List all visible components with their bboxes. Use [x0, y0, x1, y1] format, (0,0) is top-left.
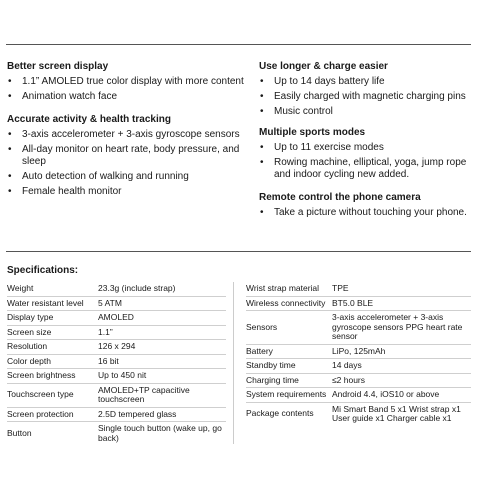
- spec-value: 23.3g (include strap): [98, 283, 176, 293]
- spec-value: Android 4.4, iOS10 or above: [332, 389, 440, 399]
- spec-row: [246, 403, 471, 426]
- feature-item: • Animation watch face: [8, 91, 118, 102]
- spec-row: [7, 369, 226, 384]
- feature-section-battery: [259, 60, 479, 118]
- spec-row: [246, 388, 471, 403]
- bullet-icon: •: [8, 91, 12, 102]
- spec-value: 126 x 294: [98, 341, 136, 351]
- spec-value: 2.5D tempered glass: [98, 408, 177, 419]
- spec-label: Battery: [246, 345, 273, 356]
- feature-section-title: Better screen display: [7, 61, 109, 72]
- spec-column-divider: [233, 282, 234, 444]
- spec-row: [246, 311, 471, 345]
- spec-row: [7, 282, 226, 297]
- feature-section-screen: [7, 60, 245, 103]
- bullet-icon: •: [8, 171, 12, 182]
- bullet-icon: •: [260, 207, 264, 218]
- feature-item: • Up to 11 exercise modes: [260, 142, 384, 153]
- spec-row: [246, 282, 471, 297]
- spec-label: Touchscreen type: [7, 389, 74, 400]
- bullet-icon: •: [260, 106, 264, 117]
- feature-item: • Rowing machine, elliptical, yoga, jump rope and indoor cycling new added.: [260, 157, 467, 180]
- bullet-icon: •: [260, 76, 264, 87]
- spec-label: System requirements: [246, 389, 327, 399]
- bullet-icon: •: [260, 91, 264, 102]
- spec-row: [7, 326, 226, 341]
- bullet-icon: •: [260, 142, 264, 153]
- spec-label: Screen size: [7, 326, 52, 337]
- spec-row: [246, 374, 471, 389]
- spec-label: Screen protection: [7, 408, 74, 419]
- spec-label: Color depth: [7, 355, 51, 366]
- spec-value: Up to 450 nit: [98, 370, 147, 380]
- spec-row: [7, 297, 226, 312]
- spec-label: Display type: [7, 312, 54, 322]
- spec-value: 1.1”: [98, 326, 113, 337]
- spec-value: Single touch button (wake up, go back): [98, 423, 222, 443]
- spec-label: Wrist strap material: [246, 283, 320, 293]
- features-right-column: [259, 60, 479, 222]
- spec-value: 14 days: [332, 360, 362, 370]
- feature-item: • Up to 14 days battery life: [260, 76, 385, 87]
- spec-label: Button: [7, 427, 32, 438]
- spec-label: Package contents: [246, 408, 314, 419]
- spec-label: Wireless connectivity: [246, 297, 326, 308]
- spec-row: [246, 297, 471, 312]
- spec-row: [7, 384, 226, 408]
- spec-value: 16 bit: [98, 355, 119, 366]
- spec-label: Water resistant level: [7, 297, 84, 308]
- feature-section-health: [7, 113, 245, 198]
- spec-value: ≤2 hours: [332, 374, 366, 385]
- spec-value: TPE: [332, 283, 349, 293]
- spec-label: Standby time: [246, 360, 296, 370]
- spec-row: [246, 345, 471, 360]
- spec-table-left: [7, 282, 226, 445]
- spec-label: Resolution: [7, 341, 48, 351]
- spec-row: [7, 311, 226, 326]
- feature-item: • Take a picture without touching your phone.: [260, 207, 467, 218]
- feature-item: • 1.1” AMOLED true color display with more content: [8, 76, 244, 87]
- bullet-icon: •: [8, 76, 12, 87]
- feature-item: • 3-axis accelerometer + 3-axis gyroscope sensors: [8, 129, 240, 140]
- spec-value: LiPo, 125mAh: [332, 345, 386, 356]
- spec-value: BT5.0 BLE: [332, 297, 374, 308]
- top-divider: [6, 44, 471, 45]
- spec-value: AMOLED+TP capacitive touchscreen: [98, 384, 190, 404]
- spec-label: Charging time: [246, 374, 299, 385]
- bullet-icon: •: [8, 129, 12, 140]
- spec-row: [7, 355, 226, 370]
- spec-row: [7, 340, 226, 355]
- feature-item: • Auto detection of walking and running: [8, 171, 189, 182]
- spec-value: 5 ATM: [98, 297, 122, 308]
- feature-section-camera: [259, 191, 479, 219]
- spec-label: Screen brightness: [7, 370, 76, 380]
- feature-item: • All-day monitor on heart rate, body pressure, and sleep: [8, 144, 240, 167]
- feature-item: • Female health monitor: [8, 186, 122, 197]
- specifications-title: Specifications:: [7, 265, 79, 276]
- bullet-icon: •: [260, 157, 264, 168]
- feature-section-title: Multiple sports modes: [259, 127, 366, 138]
- spec-row: [7, 422, 226, 445]
- bullet-icon: •: [8, 144, 12, 155]
- feature-section-title: Remote control the phone camera: [259, 192, 421, 203]
- feature-section-title: Accurate activity & health tracking: [7, 114, 171, 125]
- spec-label: Weight: [7, 283, 34, 293]
- spec-value: 3-axis accelerometer + 3-axis gyroscope sensors PPG heart rate sensor: [332, 312, 463, 341]
- spec-row: [7, 408, 226, 423]
- spec-label: Sensors: [246, 321, 278, 332]
- spec-value: Mi Smart Band 5 x1 Wrist strap x1 User guide x1 Charger cable x1: [332, 403, 461, 423]
- spec-row: [246, 359, 471, 374]
- bullet-icon: •: [8, 186, 12, 197]
- feature-section-sports: [259, 126, 479, 181]
- feature-item: • Easily charged with magnetic charging pins: [260, 91, 466, 102]
- mid-divider: [6, 251, 471, 252]
- spec-value: AMOLED: [98, 312, 134, 322]
- features-left-column: [7, 60, 245, 201]
- feature-section-title: Use longer & charge easier: [259, 61, 388, 72]
- spec-table-right: [246, 282, 471, 426]
- feature-item: • Music control: [260, 106, 333, 117]
